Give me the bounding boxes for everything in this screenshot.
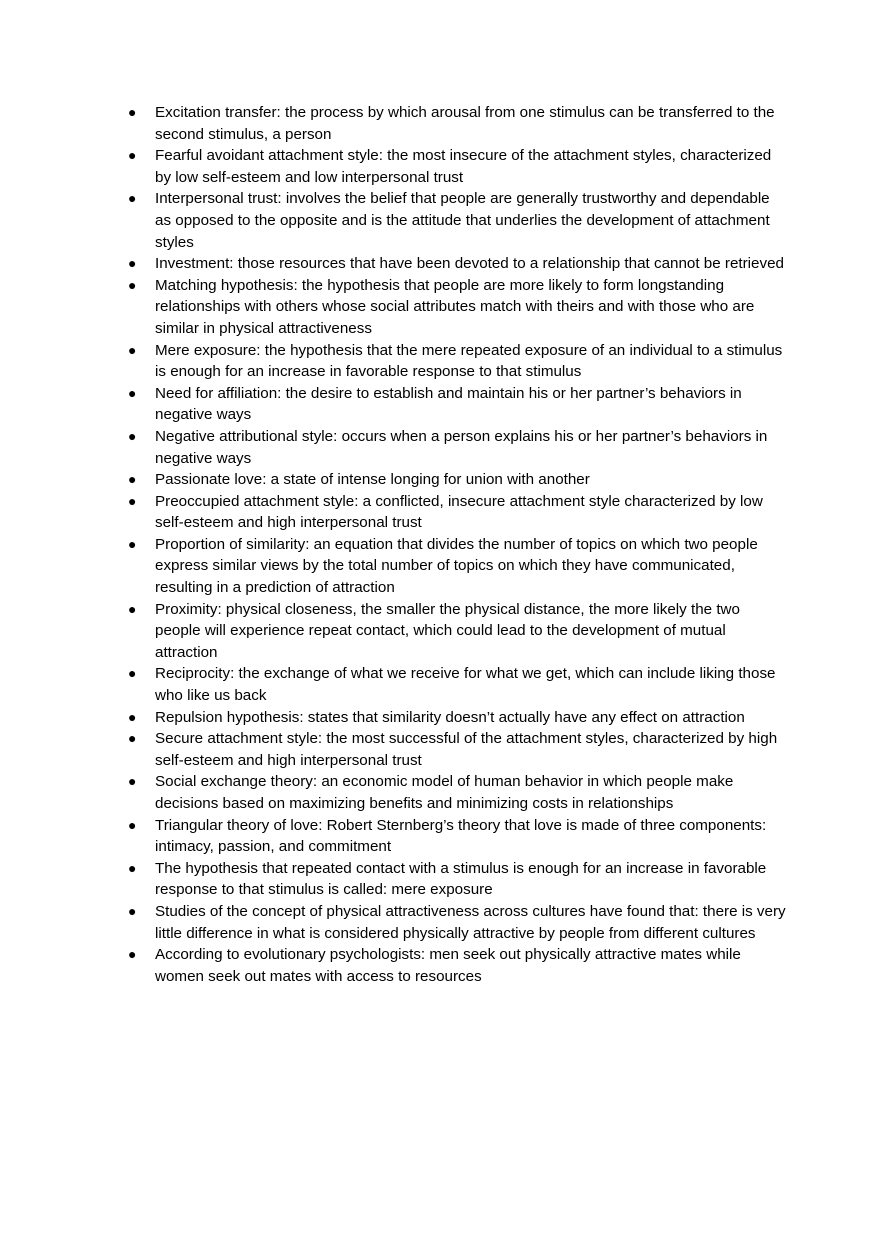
- bullet-icon: ●: [128, 147, 137, 164]
- list-item-text: Social exchange theory: an economic model of human behavior in which people make decisions based on maximizing benefits and minimizing costs in relationships: [155, 773, 734, 812]
- list-item: [128, 188, 788, 253]
- list-item-text: Investment: those resources that have been devoted to a relationship that cannot be retrieved: [155, 255, 784, 273]
- bullet-icon: ●: [128, 600, 137, 617]
- bullet-icon: ●: [128, 104, 137, 120]
- bullet-icon: ●: [128, 859, 137, 876]
- list-item: [128, 599, 788, 664]
- bullet-icon: ●: [128, 816, 137, 833]
- list-item: [128, 102, 788, 145]
- bullet-icon: ●: [128, 773, 137, 790]
- bullet-icon: ●: [128, 255, 137, 272]
- list-item-text: Secure attachment style: the most successful of the attachment styles, characterized by high self-esteem and high interpersonal trust: [155, 730, 778, 769]
- list-item: [128, 491, 788, 534]
- list-item-text: Passionate love: a state of intense longing for union with another: [155, 471, 590, 489]
- bullet-icon: ●: [128, 492, 137, 509]
- list-item: [128, 728, 788, 771]
- list-item: [128, 663, 788, 706]
- list-item-text: Negative attributional style: occurs when a person explains his or her partner’s behaviors in negative ways: [155, 427, 768, 467]
- list-item-text: Proportion of similarity: an equation that divides the number of topics on which two people express similar views by the total number of topics on which they have communicated, resulting in a prediction of attraction: [155, 535, 758, 597]
- list-item: [128, 469, 788, 491]
- list-item: [128, 340, 788, 383]
- list-item-text: Mere exposure: the hypothesis that the mere repeated exposure of an individual to a stimulus is enough for an increase in favorable response to that stimulus: [155, 341, 783, 381]
- list-item-text: Studies of the concept of physical attractiveness across cultures have found that: there is very little difference in what is considered physically attractive by people from different cultures: [155, 902, 786, 942]
- list-item-text: Preoccupied attachment style: a conflicted, insecure attachment style characterized by low self-esteem and high interpersonal trust: [155, 492, 763, 532]
- glossary-bullet-list: [128, 102, 788, 987]
- list-item-text: The hypothesis that repeated contact with a stimulus is enough for an increase in favorable response to that stimulus is called: mere exposure: [155, 859, 767, 899]
- list-item: [128, 275, 788, 340]
- bullet-icon: ●: [128, 946, 137, 963]
- bullet-icon: ●: [128, 730, 137, 747]
- bullet-icon: ●: [128, 190, 137, 207]
- list-item-text: Excitation transfer: the process by which arousal from one stimulus can be transferred to the second stimulus, a person: [155, 104, 775, 143]
- list-item-text: Reciprocity: the exchange of what we receive for what we get, which can include liking those who like us back: [155, 665, 776, 705]
- list-item: [128, 145, 788, 188]
- list-item-text: Triangular theory of love: Robert Sternberg’s theory that love is made of three components: intimacy, passion, and commitment: [155, 816, 767, 856]
- list-item-text: Need for affiliation: the desire to establish and maintain his or her partner’s behaviors in negative ways: [155, 384, 742, 424]
- list-item-text: According to evolutionary psychologists: men seek out physically attractive mates while women seek out mates with access to resources: [155, 946, 741, 985]
- bullet-icon: ●: [128, 708, 137, 725]
- list-item: [128, 815, 788, 858]
- list-item: [128, 253, 788, 275]
- bullet-icon: ●: [128, 665, 137, 682]
- list-item-text: Proximity: physical closeness, the smaller the physical distance, the more likely the two people will experience repeat contact, which could lead to the development of mutual attraction: [155, 600, 740, 661]
- bullet-icon: ●: [128, 427, 137, 444]
- list-item: [128, 771, 788, 814]
- list-item-text: Fearful avoidant attachment style: the most insecure of the attachment styles, characterized by low self-esteem and low interpersonal trust: [155, 147, 772, 186]
- list-item: [128, 944, 788, 987]
- list-item: [128, 426, 788, 469]
- list-item: [128, 383, 788, 426]
- bullet-icon: ●: [128, 535, 137, 552]
- list-item: [128, 901, 788, 944]
- list-item-text: Repulsion hypothesis: states that similarity doesn’t actually have any effect on attraction: [155, 708, 745, 726]
- list-item: [128, 707, 788, 729]
- list-item: [128, 858, 788, 901]
- list-item-text: Interpersonal trust: involves the belief that people are generally trustworthy and dependable as opposed to the opposite and is the attitude that underlies the development of attachment styles: [155, 190, 770, 251]
- bullet-icon: ●: [128, 902, 137, 919]
- bullet-icon: ●: [128, 276, 137, 293]
- bullet-icon: ●: [128, 384, 137, 401]
- list-item: [128, 534, 788, 599]
- bullet-icon: ●: [128, 341, 137, 358]
- list-item-text: Matching hypothesis: the hypothesis that people are more likely to form longstanding relationships with others whose social attributes match with theirs and with those who are similar in physical attractiveness: [155, 276, 755, 337]
- bullet-icon: ●: [128, 471, 137, 488]
